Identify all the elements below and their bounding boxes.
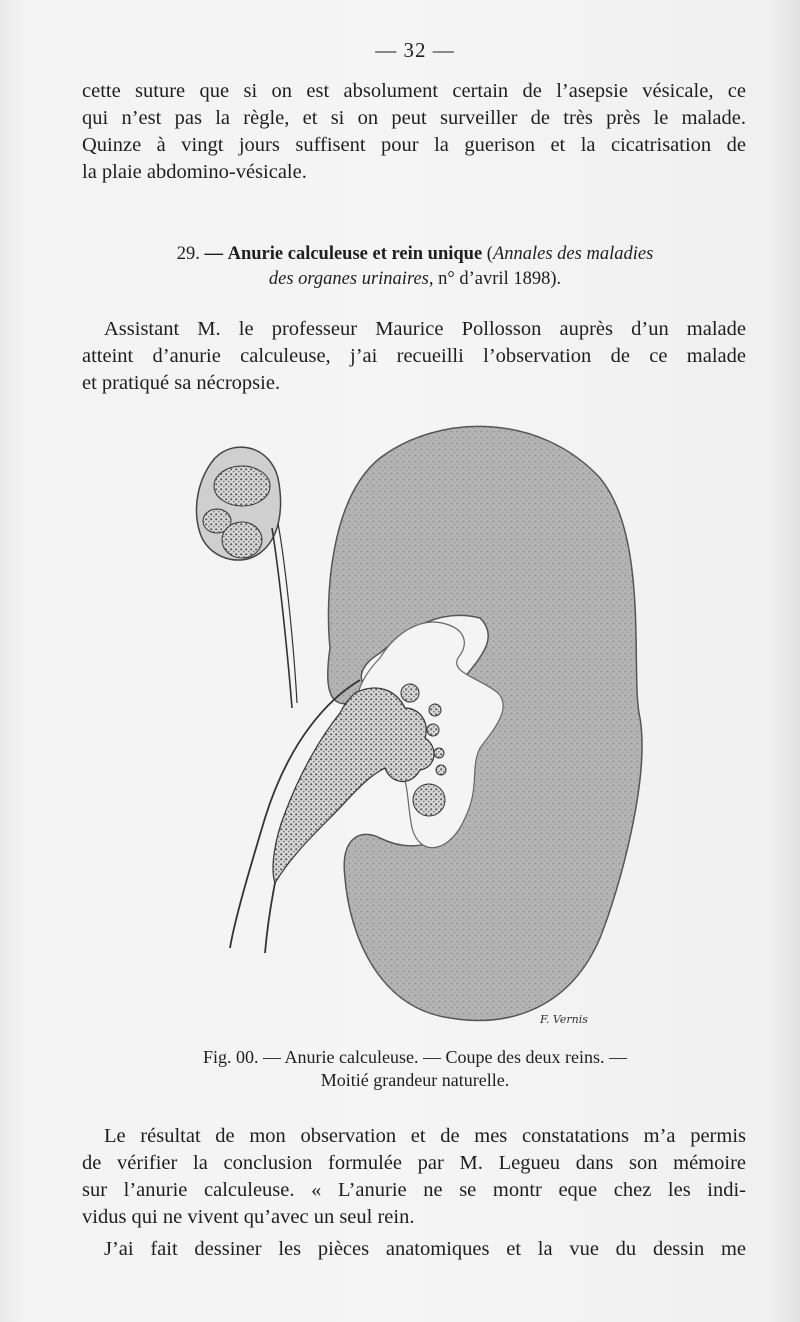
text-line: J’ai fait dessiner les pièces anatomiques et la vue du dessin me <box>104 1238 746 1260</box>
figure-caption <box>0 1046 800 1092</box>
intro-paragraph <box>82 78 746 186</box>
journal-issue: n° d’avril 1898). <box>438 269 562 289</box>
section-heading <box>0 242 800 292</box>
section-title: Anurie calculeuse et rein unique <box>227 244 483 264</box>
text-line: et pratiqué sa nécropsie. <box>82 372 281 394</box>
small-ureter-inner <box>278 523 297 703</box>
section-dash: — <box>204 244 223 264</box>
text-line: de vérifier la conclusion formulée par M. Legueu dans son mémoire <box>82 1152 746 1174</box>
text-line: vidus qui ne vivent qu’avec un seul rein. <box>82 1206 415 1228</box>
paragraph-4 <box>82 1236 746 1263</box>
text-line: Assistant M. le professeur Maurice Pollosson auprès d’un malade <box>104 318 746 340</box>
text-line: sur l’anurie calculeuse. « L’anurie ne se montr eque chez les indi- <box>82 1179 746 1201</box>
artist-signature: F. Vernis <box>540 1013 588 1026</box>
small-stone <box>413 784 445 816</box>
small-kidney-stone <box>222 522 262 558</box>
text-line: la plaie abdomino-vésicale. <box>82 161 307 183</box>
paragraph-2 <box>82 316 746 397</box>
caption-line: Fig. 00. — Anurie calculeuse. — Coupe des deux reins. — <box>203 1047 627 1067</box>
text-line: Quinze à vingt jours suffisent pour la guerison et la cicatrisation de <box>82 134 746 156</box>
small-stone <box>401 684 419 702</box>
journal-title-part1: Annales des maladies <box>492 244 654 264</box>
small-ureter <box>272 528 292 708</box>
small-kidney-stone <box>214 466 270 506</box>
section-number: 29. <box>176 244 200 264</box>
small-stone <box>429 704 441 716</box>
small-stone <box>427 724 439 736</box>
text-line: cette suture que si on est absolument certain de l’asepsie vésicale, ce <box>82 80 746 102</box>
paragraph-3 <box>82 1123 746 1231</box>
small-stone <box>434 748 444 758</box>
text-line: qui n’est pas la règle, et si on peut surveiller de très près le malade. <box>82 107 746 129</box>
kidney-illustration <box>180 418 650 1038</box>
text-line: atteint d’anurie calculeuse, j’ai recueilli l’observation de ce malade <box>82 345 746 367</box>
caption-line: Moitié grandeur naturelle. <box>320 1070 510 1090</box>
small-stone <box>436 765 446 775</box>
text-line: Le résultat de mon observation et de mes constatations m’a permis <box>104 1125 746 1147</box>
open-paren: ( <box>486 244 493 264</box>
page-number: — 32 — <box>375 38 455 62</box>
journal-title-part2: des organes urinaires, <box>268 269 434 289</box>
